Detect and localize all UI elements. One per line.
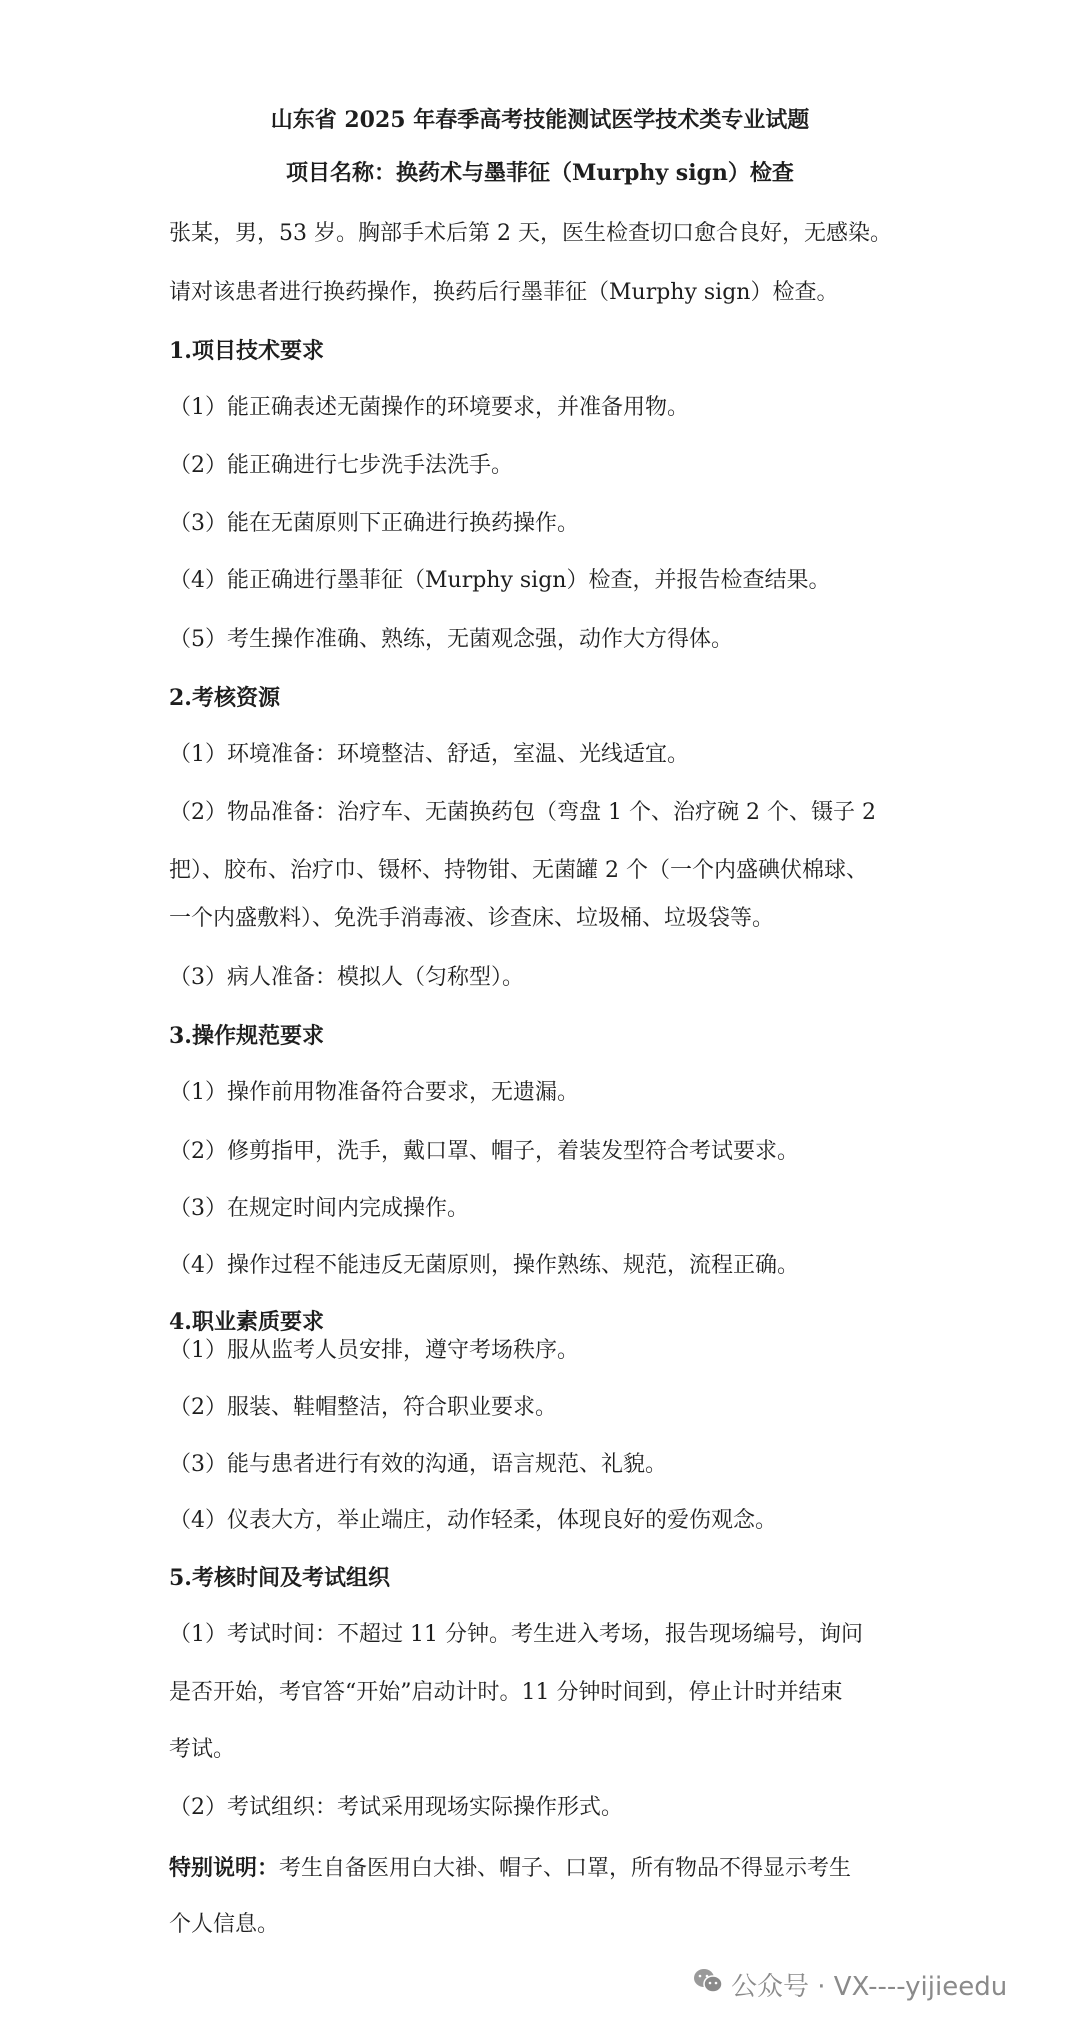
section-heading: 4.职业素质要求 <box>169 1309 324 1335</box>
list-item: （4）操作过程不能违反无菌原则，操作熟练、规范，流程正确。 <box>169 1253 799 1278</box>
list-item: （1）考试时间：不超过 11 分钟。考生进入考场，报告现场编号，询问 <box>169 1622 863 1647</box>
list-item: （2）考试组织：考试采用现场实际操作形式。 <box>169 1795 623 1820</box>
document-title: 山东省 2025 年春季高考技能测试医学技术类专业试题 <box>270 107 810 133</box>
intro-line: 请对该患者进行换药操作，换药后行墨菲征（Murphy sign）检查。 <box>169 280 839 305</box>
intro-line: 张某，男，53 岁。胸部手术后第 2 天，医生检查切口愈合良好，无感染。 <box>169 221 892 246</box>
list-item: （4）能正确进行墨菲征（Murphy sign）检查，并报告检查结果。 <box>169 568 831 593</box>
list-item: （3）在规定时间内完成操作。 <box>169 1196 469 1221</box>
list-item: 考试。 <box>169 1737 236 1762</box>
list-item: 是否开始，考官答“开始”启动计时。11 分钟时间到，停止计时并结束 <box>169 1680 843 1705</box>
list-item: （1）能正确表述无菌操作的环境要求，并准备用物。 <box>169 395 689 420</box>
list-item: （4）仪表大方，举止端庄，动作轻柔，体现良好的爱伤观念。 <box>169 1508 777 1533</box>
list-item: （1）操作前用物准备符合要求，无遗漏。 <box>169 1080 579 1105</box>
section-heading: 2.考核资源 <box>169 685 280 711</box>
list-item: 把）、胶布、治疗巾、镊杯、持物钳、无菌罐 2 个（一个内盛碘伏棉球、 <box>169 858 868 883</box>
section-heading: 5.考核时间及考试组织 <box>169 1565 390 1591</box>
section-heading: 3.操作规范要求 <box>169 1023 324 1049</box>
list-item: （3）能在无菌原则下正确进行换药操作。 <box>169 511 579 536</box>
list-item: 一个内盛敷料）、免洗手消毒液、诊查床、垃圾桶、垃圾袋等。 <box>169 906 775 931</box>
special-note-label: 特别说明： <box>169 1855 280 1881</box>
watermark <box>693 1966 1007 2003</box>
list-item: （2）服装、鞋帽整洁，符合职业要求。 <box>169 1395 557 1420</box>
special-note-text: 考生自备医用白大褂、帽子、口罩，所有物品不得显示考生 <box>279 1856 852 1881</box>
list-item: （3）能与患者进行有效的沟通，语言规范、礼貌。 <box>169 1452 667 1477</box>
list-item: （3）病人准备：模拟人（匀称型）。 <box>169 965 524 990</box>
list-item: （2）能正确进行七步洗手法洗手。 <box>169 453 513 478</box>
list-item: （1）环境准备：环境整洁、舒适，室温、光线适宜。 <box>169 742 689 767</box>
special-note <box>169 1853 851 1884</box>
list-item: （5）考生操作准确、熟练，无菌观念强，动作大方得体。 <box>169 627 733 652</box>
list-item: （1）服从监考人员安排，遵守考场秩序。 <box>169 1338 579 1363</box>
section-heading: 1.项目技术要求 <box>169 338 324 364</box>
project-name: 项目名称：换药术与墨菲征（Murphy sign）检查 <box>286 160 794 186</box>
wechat-icon <box>693 1967 723 2002</box>
special-note-continued: 个人信息。 <box>169 1912 280 1937</box>
list-item: （2）物品准备：治疗车、无菌换药包（弯盘 1 个、治疗碗 2 个、镊子 2 <box>169 800 876 825</box>
watermark-text: 公众号 · VX----yijieedu <box>731 1972 1008 2002</box>
list-item: （2）修剪指甲，洗手，戴口罩、帽子，着装发型符合考试要求。 <box>169 1139 799 1164</box>
